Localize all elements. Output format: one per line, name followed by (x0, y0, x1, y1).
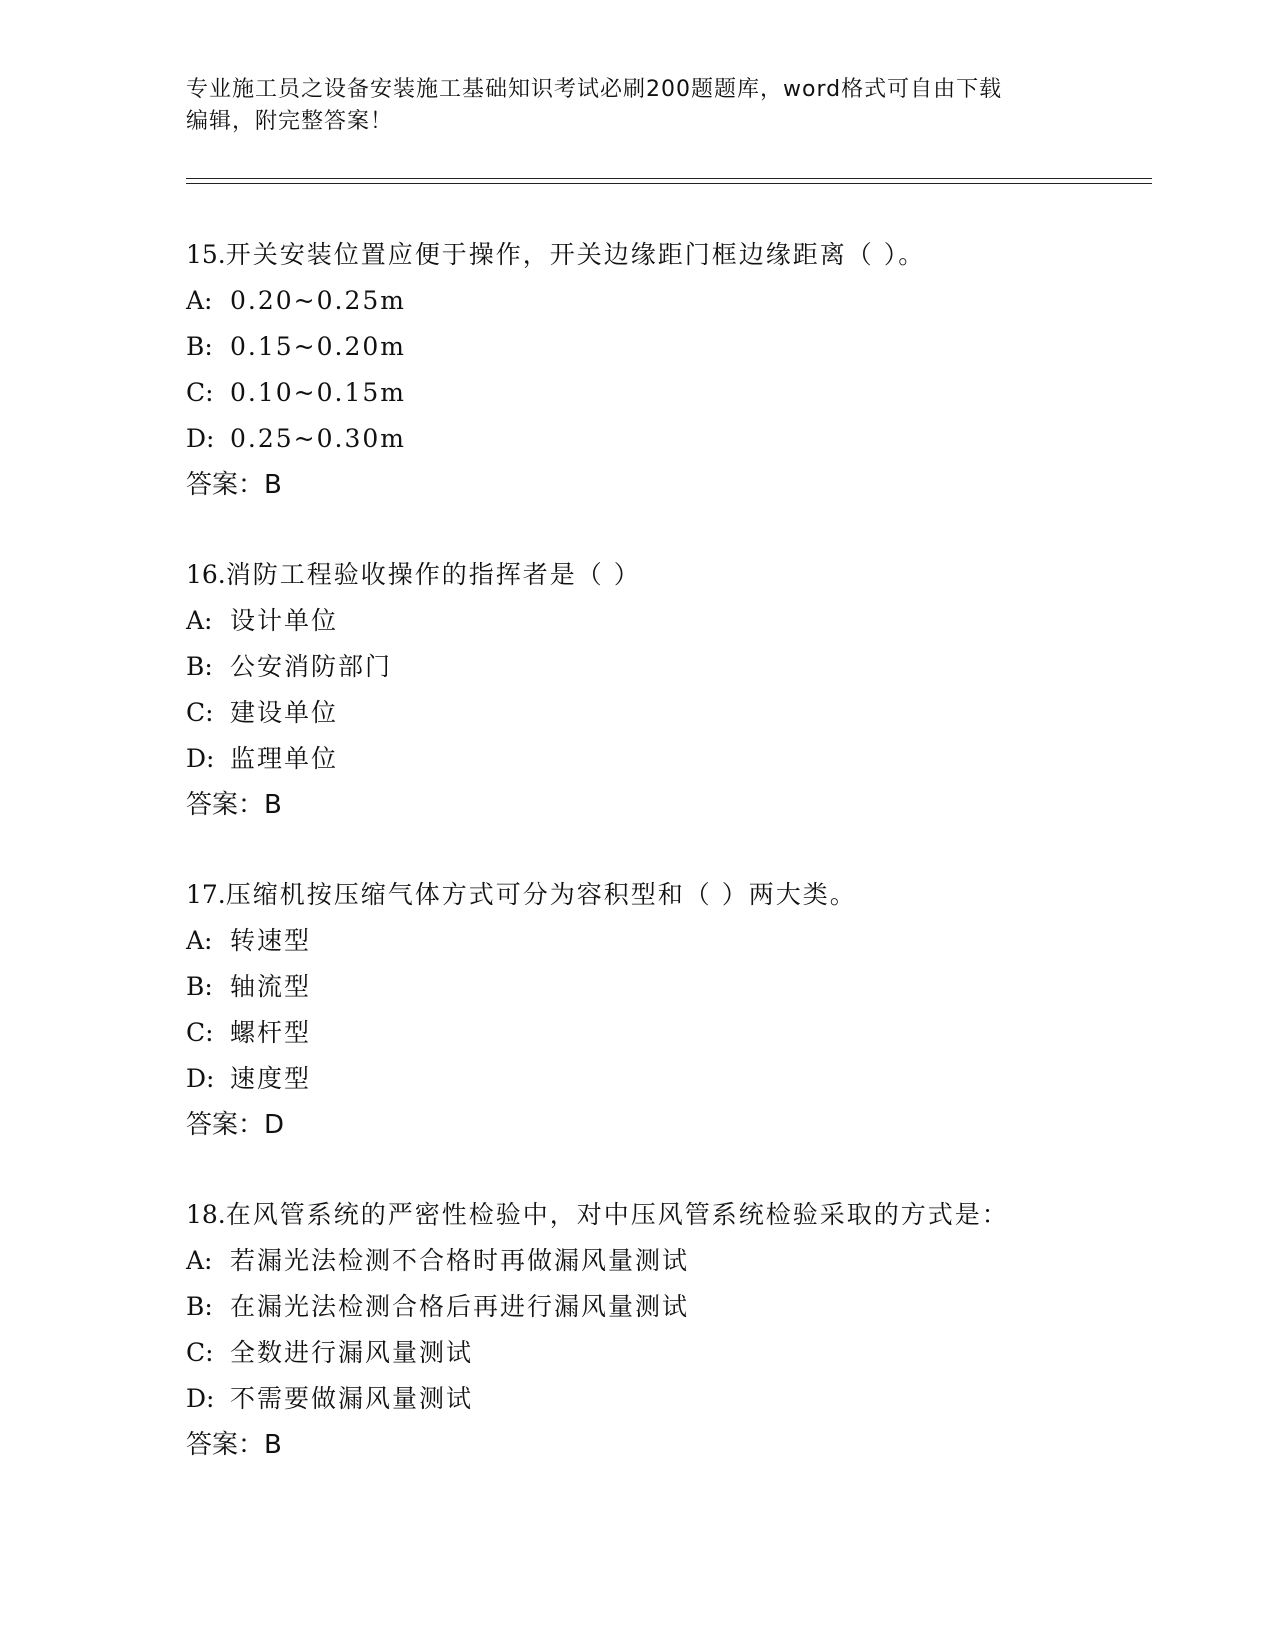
option-letter: D: (186, 744, 215, 773)
option-letter: C: (186, 378, 214, 407)
option-letter: B: (186, 1292, 213, 1321)
answer-label: 答案： (186, 790, 265, 820)
option-d (186, 1376, 1146, 1422)
option-letter: B: (186, 652, 213, 681)
option-text: 若漏光法检测不合格时再做漏风量测试 (230, 1246, 690, 1275)
header-line-2: 编辑，附完整答案！ (186, 109, 394, 134)
option-letter: A: (186, 606, 213, 635)
option-c (186, 1010, 1146, 1056)
header-divider-top (186, 178, 1152, 179)
answer-value: B (264, 1430, 282, 1460)
option-text: 建设单位 (230, 698, 339, 727)
option-text: 转速型 (230, 926, 312, 955)
answer (186, 462, 1146, 508)
option-b (186, 964, 1146, 1010)
answer (186, 1422, 1146, 1468)
option-letter: A: (186, 1246, 213, 1275)
question-text: 在风管系统的严密性检验中，对中压风管系统检验采取的方式是： (225, 1200, 1009, 1229)
option-letter: C: (186, 1338, 214, 1367)
question-number: 15. (186, 240, 226, 269)
header-line-1: 专业施工员之设备安装施工基础知识考试必刷200题题库，word格式可自由下载 (186, 77, 1003, 102)
option-a (186, 1238, 1146, 1284)
option-letter: A: (186, 286, 213, 315)
header-divider-bottom (186, 183, 1152, 184)
option-b (186, 644, 1146, 690)
answer-value: D (264, 1110, 285, 1140)
option-letter: A: (186, 926, 213, 955)
question-number: 16. (186, 560, 226, 589)
option-letter: B: (186, 972, 213, 1001)
option-a (186, 918, 1146, 964)
option-d (186, 416, 1146, 462)
option-a (186, 598, 1146, 644)
option-c (186, 690, 1146, 736)
option-text: 在漏光法检测合格后再进行漏风量测试 (230, 1292, 690, 1321)
option-text: 监理单位 (230, 744, 339, 773)
option-text: 速度型 (230, 1064, 312, 1093)
option-text: 0.15~0.20m (230, 332, 406, 361)
option-text: 全数进行漏风量测试 (230, 1338, 474, 1367)
option-letter: C: (186, 1018, 214, 1047)
option-c (186, 370, 1146, 416)
option-letter: D: (186, 424, 215, 453)
option-letter: D: (186, 1384, 215, 1413)
question-text: 压缩机按压缩气体方式可分为容积型和（ ）两大类。 (225, 880, 857, 909)
question-stem (186, 872, 1146, 918)
option-c (186, 1330, 1146, 1376)
option-d (186, 1056, 1146, 1102)
question-17 (186, 872, 1146, 1148)
option-text: 公安消防部门 (230, 652, 393, 681)
option-text: 设计单位 (230, 606, 339, 635)
option-text: 不需要做漏风量测试 (230, 1384, 474, 1413)
answer (186, 782, 1146, 828)
answer-value: B (264, 790, 282, 820)
question-18 (186, 1192, 1146, 1468)
answer-label: 答案： (186, 470, 265, 500)
question-stem (186, 552, 1146, 598)
answer-value: B (264, 470, 282, 500)
answer (186, 1102, 1146, 1148)
option-text: 0.10~0.15m (230, 378, 406, 407)
option-text: 0.25~0.30m (230, 424, 406, 453)
option-text: 轴流型 (230, 972, 312, 1001)
question-number: 17. (186, 880, 226, 909)
option-text: 螺杆型 (230, 1018, 312, 1047)
option-letter: D: (186, 1064, 215, 1093)
option-b (186, 324, 1146, 370)
option-letter: B: (186, 332, 213, 361)
question-15 (186, 232, 1146, 508)
answer-label: 答案： (186, 1110, 265, 1140)
option-b (186, 1284, 1146, 1330)
document-header (186, 74, 1066, 138)
option-letter: C: (186, 698, 214, 727)
answer-label: 答案： (186, 1430, 265, 1460)
option-d (186, 736, 1146, 782)
question-number: 18. (186, 1200, 226, 1229)
question-text: 消防工程验收操作的指挥者是（ ） (225, 560, 641, 589)
question-stem (186, 1192, 1146, 1238)
option-text: 0.20~0.25m (230, 286, 406, 315)
question-text: 开关安装位置应便于操作，开关边缘距门框边缘距离（ ）。 (225, 240, 926, 269)
question-stem (186, 232, 1146, 278)
option-a (186, 278, 1146, 324)
question-16 (186, 552, 1146, 828)
